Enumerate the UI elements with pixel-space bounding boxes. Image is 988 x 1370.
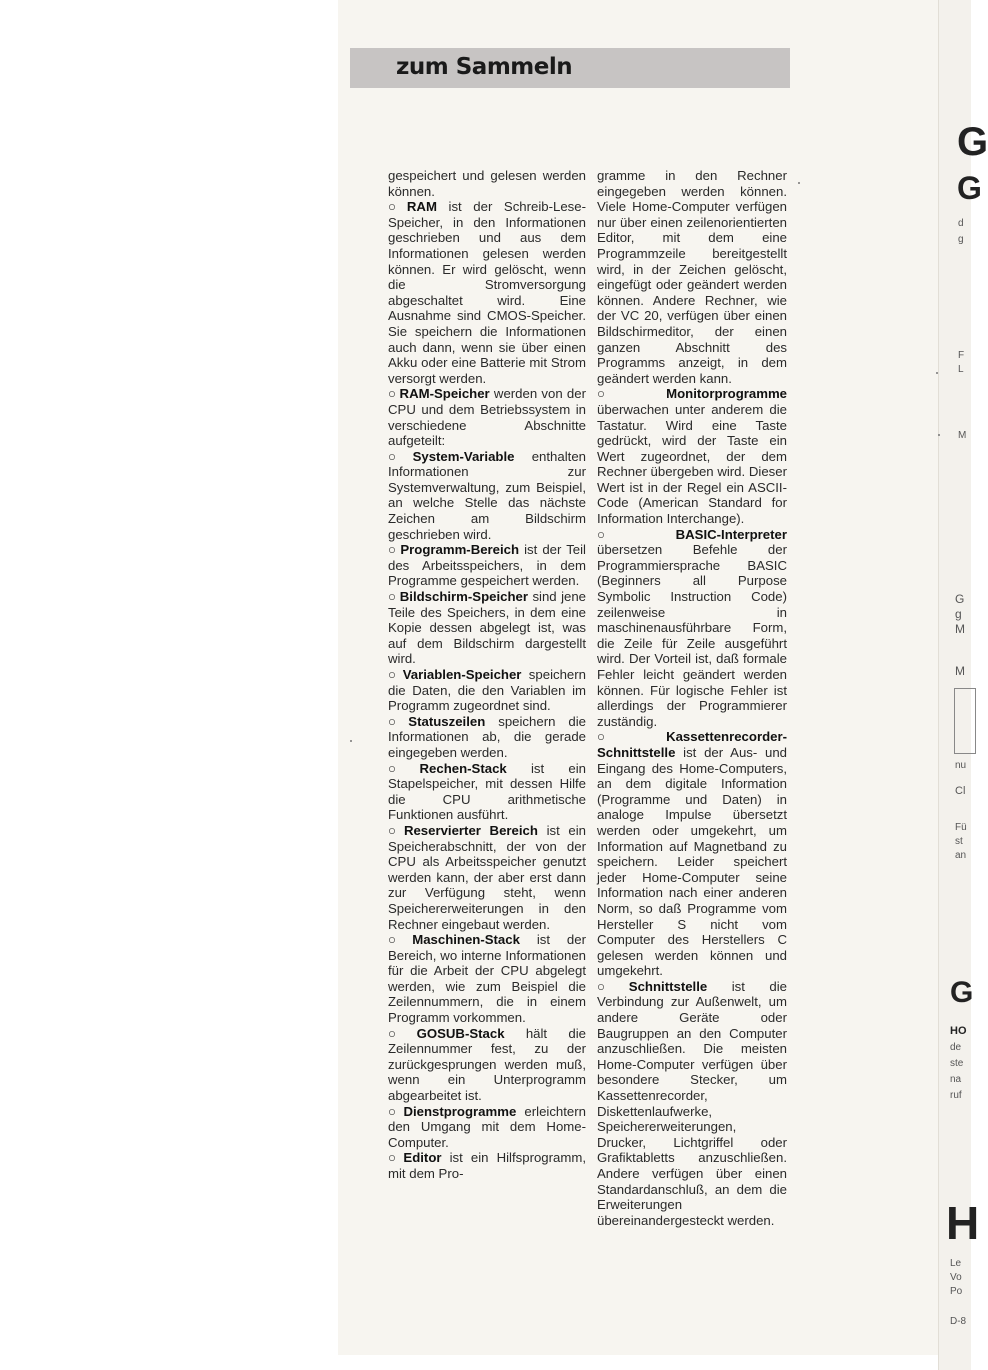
definition: ist ein Hilfsprogramm, mit dem Pro- (388, 1150, 586, 1181)
term: Variablen-Speicher (402, 667, 522, 682)
definition: ist der Schreib-Lese-Speicher, in den Informationen geschrieben und aus dem Informationen gelesen werden können. Er wird gelöscht, wenn die Stromversorgung abgeschaltet wird. Eine Ausnahme sind CMOS-Speicher. Sie speichern die Informationen auch dann, wenn sie über einen Akku oder eine Batterie mit Strom versorgt werden. (388, 199, 587, 386)
definition: ist die Verbindung zur Außenwelt, um andere Geräte oder Baugruppen an den Computer anzuschließen. Die meisten Home-Computer verfügen über besondere Stecker, um Kassettenrecorder, Diskettenlaufwerke, Speichererweiterungen, Drucker, Lichtgriffel oder Grafiktabletts anzuschließen. Andere verfügen über einen Standardanschluß, an dem die Erweiterungen übereinandergesteckt werden. (597, 978, 787, 1228)
term: Editor (403, 1150, 442, 1166)
term: Maschinen-Stack (412, 932, 520, 948)
term: GOSUB-Stack (416, 1025, 505, 1041)
glossary-entry-statuszeilen: ○ Statuszeilen speichern die Informationen ab, die gerade eingegeben werden. (388, 713, 587, 760)
edge-glyph: H (946, 1197, 980, 1249)
edge-text: ruf (950, 1090, 962, 1101)
edge-glyph: G (957, 170, 982, 206)
definition: überwachen unter anderem die Tastatur. Wird eine Taste gedrückt, wird der Taste ein Wert zugeordnet, der dem Rechner übergeben wird. Dieser Wert ist in der Regel ein ASCII-Code (American Standard for Information Interchange). (597, 401, 787, 527)
term: BASIC-Interpreter (675, 526, 787, 542)
glossary-entry-programm-bereich: ○ Programm-Bereich ist der Teil des Arbeitsspeichers, in dem Programme gespeichert werden. (388, 542, 586, 589)
definition: ist ein Stapelspeicher, mit dessen Hilfe die CPU arithmetische Funktionen ausführt. (388, 760, 586, 823)
edge-text: na (950, 1074, 962, 1085)
definition: erleichtern den Umgang mit dem Home-Computer. (388, 1103, 586, 1150)
term: System-Variable (412, 448, 515, 464)
glossary-entry-editor: ○ Editor ist ein Hilfsprogramm, mit dem Pro- (388, 1150, 586, 1181)
glossary-entry-ram-speicher: ○ RAM-Speicher werden von der CPU und dem Betriebssystem in verschiedene Abschnitte aufgeteilt: (388, 386, 586, 449)
left-intro: gespeichert und gelesen werden können. (388, 168, 586, 199)
term: Kassettenrecorder-Schnittstelle (597, 729, 787, 760)
edge-text: de (950, 1042, 962, 1053)
edge-text: L (958, 364, 964, 375)
glossary-entry-system-variable: ○ System-Variable enthalten Informationen zur Systemverwaltung, zum Beispiel, an welche Stelle das nächste Zeichen am Bildschirm geschrieben wird. (388, 448, 586, 542)
edge-text: an (955, 850, 967, 861)
edge-glyph: G (957, 120, 988, 164)
edge-text: F (958, 350, 965, 361)
term: Statuszeilen (408, 713, 486, 729)
term: Bildschirm-Speicher (399, 589, 528, 605)
edge-text: M (958, 430, 967, 441)
edge-text: Fü (955, 822, 967, 833)
edge-text: g (958, 234, 964, 245)
term: RAM-Speicher (399, 386, 490, 402)
edge-text: D-8 (950, 1316, 967, 1327)
right-column (597, 168, 787, 1228)
right-intro: gramme in den Rechner eingegeben werden können. Viele Home-Computer verfügen nur über einen zeilenorientierten Editor, mit dem eine Programmzeile bereitgestellt wird, in der Zeichen gelöscht, eingefügt oder geändert werden können. Andere Rechner, wie der VC 20, verfügen über einen Bildschirmeditor, der einen ganzen Abschnitt des Programms anzeigt, in dem geändert werden kann. (597, 168, 787, 386)
glossary-entry-gosub-stack: ○ GOSUB-Stack hält die Zeilennummer fest, zu der zurückgesprungen werden muß, wenn ein Unterprogramm abgearbeitet ist. (388, 1025, 586, 1104)
term: RAM (406, 199, 437, 215)
section-title: zum Sammeln (396, 54, 573, 80)
edge-text: d (958, 218, 964, 229)
definition: ist der Teil des Arbeitsspeichers, in dem Programme gespeichert werden. (388, 542, 586, 589)
edge-text: Vo (950, 1272, 962, 1283)
edge-text: nu (955, 760, 967, 771)
definition: hält die Zeilennummer fest, zu der zurückgesprungen werden muß, wenn ein Unterprogramm abgearbeitet ist. (388, 1025, 586, 1104)
edge-text: Le (950, 1258, 962, 1269)
term: Dienstprogramme (403, 1103, 517, 1119)
print-speck (350, 740, 352, 742)
glossary-entry-rechen-stack: ○ Rechen-Stack ist ein Stapelspeicher, mit dessen Hilfe die CPU arithmetische Funktionen ausführt. (388, 760, 586, 823)
glossary-entry-kassettenrecorder-schnittstelle: ○ Kassettenrecorder-Schnittstelle ist der Aus- und Eingang des Home-Computers, an dem digitale Information (Programme und Daten) in analoge Impulse übersetzt werden oder umgekehrt, um Information auf Magnetband zu speichern. Leider speichert jeder Home-Computer seine Information nach einer anderen Norm, so daß Programme vom Hersteller S nicht vom Computer des Herstellers C gelesen werden können und umgekehrt. (597, 729, 787, 979)
glossary-entry-dienstprogramme: ○ Dienstprogramme erleichtern den Umgang mit dem Home-Computer. (388, 1103, 586, 1150)
glossary-entry-ram: ○ RAM ist der Schreib-Lese-Speicher, in den Informationen geschrieben und aus dem Informationen gelesen werden können. Er wird gelöscht, wenn die Stromversorgung abgeschaltet wird. Eine Ausnahme sind CMOS-Speicher. Sie speichern die Informationen auch dann, wenn sie über einen Akku oder eine Batterie mit Strom versorgt werden. (388, 199, 587, 386)
edge-text: g (955, 607, 962, 621)
print-speck (798, 182, 800, 184)
definition: werden von der CPU und dem Betriebssystem in verschiedene Abschnitte aufgeteilt: (388, 386, 586, 449)
definition: ist der Aus- und Eingang des Home-Computers, an dem digitale Information (Programme und Daten) in analoge Impulse übersetzt werden oder umgekehrt, um Information auf Magnetband zu speichern. Leider speichert jeder Home-Computer seine Information nach einer anderen Norm, so daß Programme vom Hersteller S nicht vom Computer des Herstellers C gelesen werden können und umgekehrt. (597, 744, 787, 979)
edge-text: st (955, 836, 963, 847)
glossary-entry-maschinen-stack: ○ Maschinen-Stack ist der Bereich, wo interne Informationen für die Arbeit der CPU abgelegt werden, wie zum Beispiel die Zeilennummern, die in einem Programm vorkommen. (388, 932, 586, 1026)
edge-box (954, 688, 976, 754)
term: Monitorprogramme (666, 386, 787, 402)
glossary-entry-reservierter-bereich: ○ Reservierter Bereich ist ein Speicherabschnitt, der von der CPU als Arbeitsspeicher genutzt werden kann, der aber erst dann zur Verfügung steht, wenn Speichererweiterungen in den Rechner eingebaut werden. (388, 822, 586, 932)
definition: sind jene Teile des Speichers, in dem eine Kopie dessen abgelegt ist, was auf dem Bildschirm dargestellt wird. (388, 589, 587, 667)
edge-glyph: G (950, 976, 974, 1009)
term: Reservierter Bereich (403, 822, 538, 838)
edge-text: M (955, 664, 965, 678)
blank-area (0, 0, 338, 1370)
glossary-entry-schnittstelle: ○ Schnittstelle ist die Verbindung zur Außenwelt, um andere Geräte oder Baugruppen an den Computer anzuschließen. Die meisten Home-Computer verfügen über besondere Stecker, um Kassettenrecorder, Diskettenlaufwerke, Speichererweiterungen, Drucker, Lichtgriffel oder Grafiktabletts anzuschließen. Andere verfügen über einen Standardanschluß, an dem die Erweiterungen übereinandergesteckt werden. (597, 978, 787, 1228)
definition: ist ein Speicherabschnitt, der von der CPU als Arbeitsspeicher genutzt werden kann, der aber erst dann zur Verfügung steht, wenn Speichererweiterungen in den Rechner eingebaut werden. (388, 822, 586, 932)
definition: speichern die Informationen ab, die gerade eingegeben werden. (388, 713, 587, 760)
print-speck (936, 372, 938, 374)
glossary-entry-basic-interpreter: ○ BASIC-Interpreter übersetzen Befehle der Programmiersprache BASIC (Beginners all Purpose Symbolic Instruction Code) zeilenweise in maschinenausführbare Form, die Zeile für Zeile ausgeführt wird. Der Vorteil ist, daß formale Fehler leicht geändert werden können. Für logische Fehler ist allerdings der Programmierer zuständig. (597, 526, 787, 729)
glossary-entry-variablen-speicher: ○ Variablen-Speicher speichern die Daten, die den Variablen im Programm zugeordnet sind. (388, 667, 586, 714)
term: Programm-Bereich (400, 542, 520, 558)
definition: übersetzen Befehle der Programmiersprache BASIC (Beginners all Purpose Symbolic Instruction Code) zeilenweise in maschinenausführbare Form, die Zeile für Zeile ausgeführt wird. Der Vorteil ist, daß formale Fehler leicht geändert werden können. Für logische Fehler ist allerdings der Programmierer zuständig. (597, 542, 787, 729)
edge-text: M (955, 622, 965, 636)
edge-text: G (955, 592, 965, 606)
print-speck (938, 434, 940, 436)
definition: speichern die Daten, die den Variablen im Programm zugeordnet sind. (388, 667, 586, 714)
section-banner (350, 48, 790, 88)
edge-text: Cl (955, 785, 966, 797)
glossary-entry-bildschirm-speicher: ○ Bildschirm-Speicher sind jene Teile des Speichers, in dem eine Kopie dessen abgelegt ist, was auf dem Bildschirm dargestellt wird. (388, 589, 587, 667)
definition: enthalten Informationen zur Systemverwaltung, zum Beispiel, an welche Stelle das nächste Zeichen am Bildschirm geschrieben wird. (388, 448, 586, 542)
left-column (388, 168, 586, 1182)
term: Schnittstelle (628, 978, 708, 994)
edge-text: HO (950, 1025, 967, 1037)
glossary-entry-monitorprogramme: ○ Monitorprogramme überwachen unter anderem die Tastatur. Wird eine Taste gedrückt, wird der Taste ein Wert zugeordnet, der dem Rechner übergeben wird. Dieser Wert ist in der Regel ein ASCII-Code (American Standard for Information Interchange). (597, 386, 787, 527)
definition: ist der Bereich, wo interne Informationen für die Arbeit der CPU abgelegt werden, wie zum Beispiel die Zeilennummern, die in einem Programm vorkommen. (388, 932, 586, 1026)
term: Rechen-Stack (419, 760, 507, 776)
edge-text: ste (950, 1058, 964, 1069)
edge-text: Po (950, 1286, 963, 1297)
